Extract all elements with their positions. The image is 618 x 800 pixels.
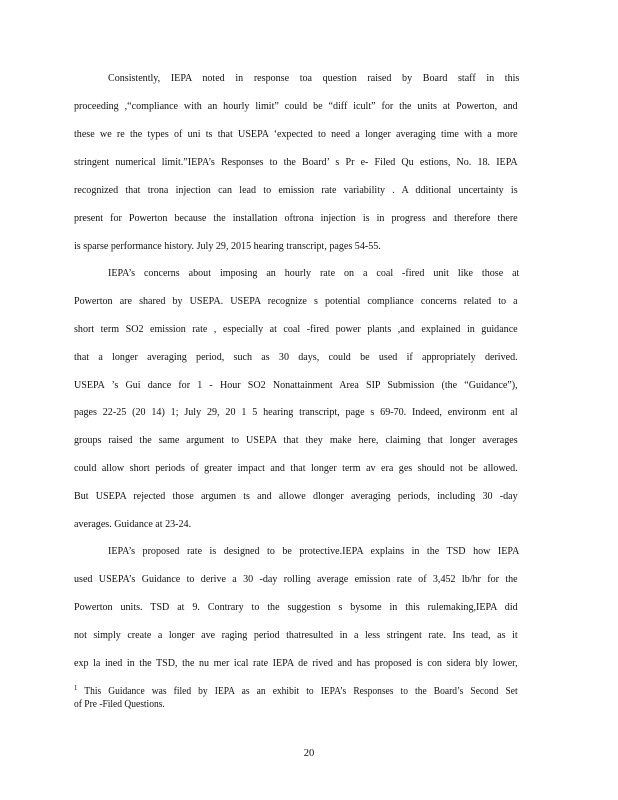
footnote-marker: 1 — [74, 684, 78, 692]
body-line: present for Powerton because the installation oftrona injection is in progress and therefore there — [74, 213, 518, 224]
body-line: could allow short periods of greater impact and that longer term av era ges should not be allowed. — [74, 463, 518, 474]
footnote-line — [74, 686, 518, 698]
footnote-text: This Guidance was filed by IEPA as an exhibit to IEPA’s Responses to the Board’s Second Set — [84, 686, 518, 697]
footnote-line: of Pre -Filed Questions. — [74, 699, 165, 710]
body-line: proceeding ,“compliance with an hourly limit” could be “diff icult” for the units at Powerton, and — [74, 101, 518, 112]
body-line: recognized that trona injection can lead to emission rate variability . A dditional uncertainty is — [74, 185, 518, 196]
body-line: exp la ined in the TSD, the nu mer ical rate IEPA de rived and has proposed is con sidera bly lower, — [74, 658, 518, 669]
body-line: is sparse performance history. July 29, 2015 hearing transcript, pages 54-55. — [74, 241, 381, 252]
body-line: stringent numerical limit.”IEPA’s Responses to the Board’ s Pr e- Filed Qu estions, No. 18. IEPA — [74, 157, 518, 168]
body-line: averages. Guidance at 23-24. — [74, 519, 192, 530]
body-line: not simply create a longer ave raging period thatresulted in a less stringent rate. Ins tead, as it — [74, 630, 518, 641]
body-line: Powerton units. TSD at 9. Contrary to the suggestion s bysome in this rulemaking,IEPA did — [74, 602, 518, 613]
body-line: pages 22-25 (20 14) 1; July 29, 20 1 5 hearing transcript, page s 69-70. Indeed, environm ent al — [74, 407, 518, 418]
body-line: these we re the types of uni ts that USEPA ‘expected to need a longer averaging time with a more — [74, 129, 518, 140]
body-line: Powerton are shared by USEPA. USEPA recognize s potential compliance concerns related to a — [74, 296, 518, 307]
body-line: IEPA’s proposed rate is designed to be protective.IEPA explains in the TSD how IEPA — [108, 546, 520, 557]
body-line: But USEPA rejected those argumen ts and allowe dlonger averaging periods, including 30 -day — [74, 491, 518, 502]
body-line: IEPA’s concerns about imposing an hourly rate on a coal -fired unit like those at — [108, 268, 520, 279]
body-line: USEPA ’s Gui dance for 1 - Hour SO2 Nonattainment Area SIP Submission (the “Guidance”), — [74, 380, 518, 391]
page-number: 20 — [303, 748, 315, 759]
body-line: short term SO2 emission rate , especially at coal -fired power plants ,and explained in guidance — [74, 324, 518, 335]
body-line: Consistently, IEPA noted in response toa question raised by Board staff in this — [108, 73, 520, 84]
body-line: groups raised the same argument to USEPA that they make here, claiming that longer averages — [74, 435, 518, 446]
body-line: used USEPA’s Guidance to derive a 30 -day rolling average emission rate of 3,452 lb/hr for the — [74, 574, 518, 585]
body-line: that a longer averaging period, such as 30 days, could be used if appropriately derived. — [74, 352, 518, 363]
